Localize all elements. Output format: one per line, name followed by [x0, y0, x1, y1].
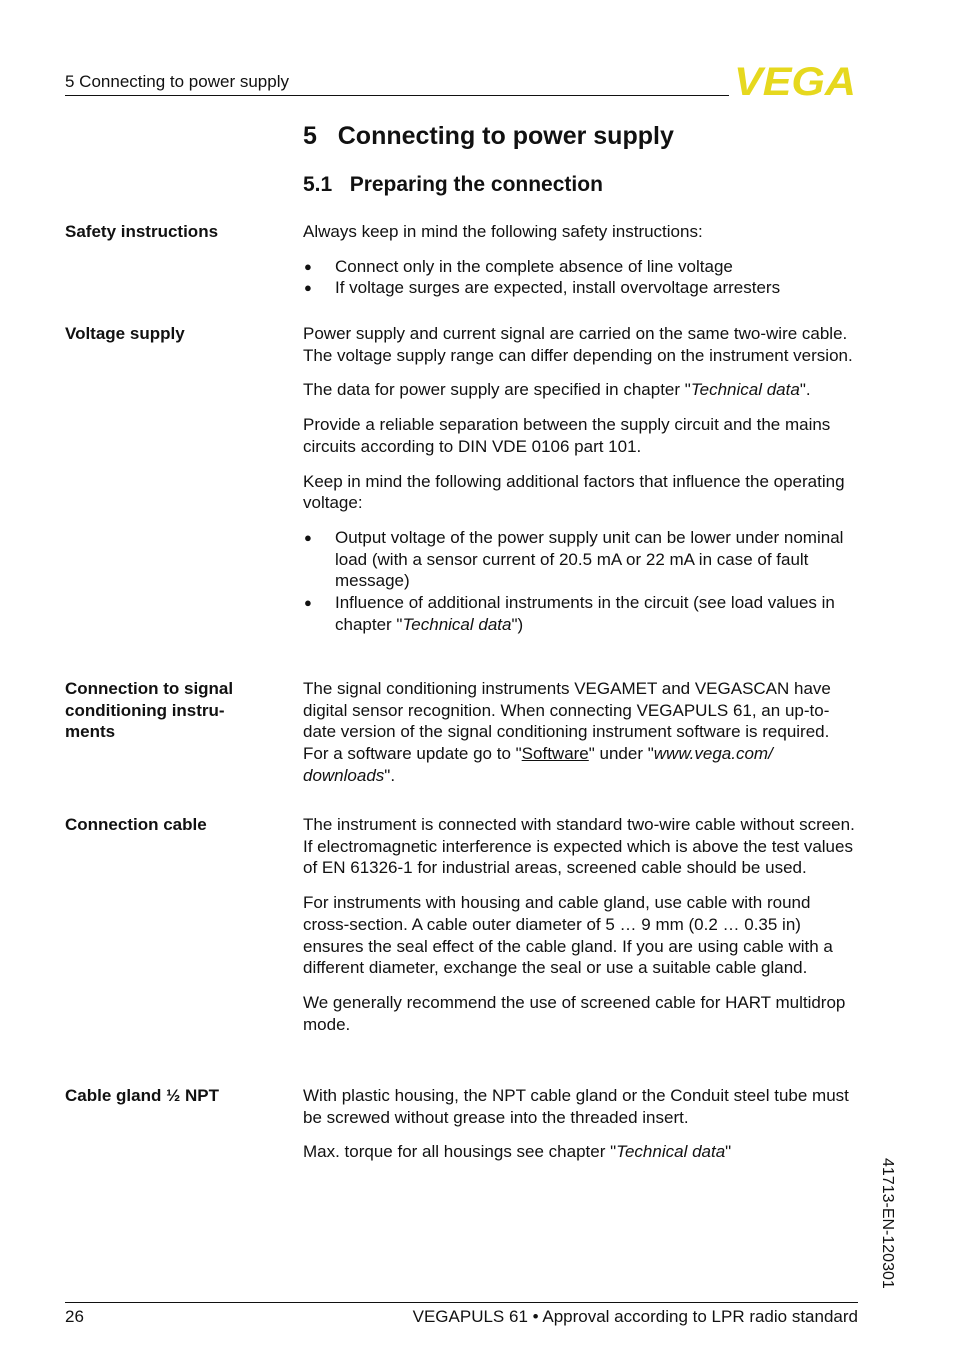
- gland-block: [303, 1085, 859, 1176]
- running-header: 5 Connecting to power supply: [65, 72, 289, 91]
- safety-list: [303, 256, 859, 299]
- header-rule: [65, 95, 729, 96]
- safety-intro: Always keep in mind the following safety instructions:: [303, 222, 703, 241]
- voltage-para-2: The data for power supply are specified in chapter "Technical data".: [303, 380, 811, 400]
- vega-logo: [734, 62, 858, 100]
- voltage-para-1: Power supply and current signal are carried on the same two-wire cable. The voltage supply range can differ depending on the instrument version.: [303, 324, 853, 365]
- cable-block: [303, 814, 859, 1048]
- downloads-url: www.vega.com/ downloads: [303, 744, 773, 785]
- signal-para: The signal conditioning instruments VEGAMET and VEGASCAN have digital sensor recognition. When connecting VEGAPULS 61, an up-to-date version of the signal conditioning instrument software is required. For a software update go to "Software" under "www.vega.com/ downloads".: [303, 679, 831, 785]
- gland-para-1: With plastic housing, the NPT cable gland or the Conduit steel tube must be screwed without grease into the threaded insert.: [303, 1086, 849, 1127]
- voltage-block: [303, 323, 859, 648]
- cable-para-3: We generally recommend the use of screened cable for HART multidrop mode.: [303, 992, 846, 1034]
- safety-label: Safety instructions: [65, 222, 219, 241]
- cable-para-1: The instrument is connected with standard two-wire cable without screen. If electromagnetic interference is expected which is above the test values of EN 61326-1 for industrial areas, screened cable should be used.: [303, 815, 855, 878]
- gland-para-2: Max. torque for all housings see chapter "Technical data": [303, 1142, 732, 1162]
- voltage-para-3: Provide a reliable separation between the supply circuit and the mains circuits according to DIN VDE 0106 part 101.: [303, 415, 831, 456]
- voltage-para-4: Keep in mind the following additional factors that influence the operating voltage:: [303, 471, 845, 513]
- voltage-label: Voltage supply: [65, 324, 185, 343]
- section-title: 5.1 Preparing the connection: [303, 173, 603, 196]
- chapter-title: 5 Connecting to power supply: [303, 122, 674, 150]
- cable-label: Connection cable: [65, 815, 207, 834]
- list-item: ● Influence of additional instruments in the circuit (see load values in chapter "Technical data"): [303, 592, 859, 635]
- voltage-list: [303, 527, 859, 636]
- signal-block: [303, 678, 859, 800]
- list-item: ● If voltage surges are expected, install overvoltage arresters: [303, 277, 859, 299]
- list-item: ● Connect only in the complete absence of line voltage: [303, 256, 859, 278]
- software-link[interactable]: Software: [521, 744, 589, 764]
- footer-title: VEGAPULS 61 • Approval according to LPR radio standard: [412, 1307, 858, 1326]
- page-number: 26: [65, 1307, 84, 1326]
- signal-label: Connection to signal conditioning instru- ments: [65, 679, 234, 742]
- cable-para-2: For instruments with housing and cable gland, use cable with round cross-section. A cable outer diameter of 5 … 9 mm (0.2 … 0.35 in) ensures the seal effect of the cable gland. If you are using cable with a different diameter, exchange the seal or use a suitable cable gland.: [303, 893, 833, 978]
- list-item: ● Output voltage of the power supply unit can be lower under nominal load (with a sensor current of 20.5 mA or 22 mA in case of fault message): [303, 527, 859, 592]
- vega-logo-text: VEGA: [734, 62, 856, 100]
- footer-rule: [65, 1302, 858, 1303]
- document-id: 41713-EN-120301: [879, 1158, 896, 1289]
- gland-label: Cable gland ½ NPT: [65, 1086, 219, 1105]
- safety-block: [303, 221, 859, 312]
